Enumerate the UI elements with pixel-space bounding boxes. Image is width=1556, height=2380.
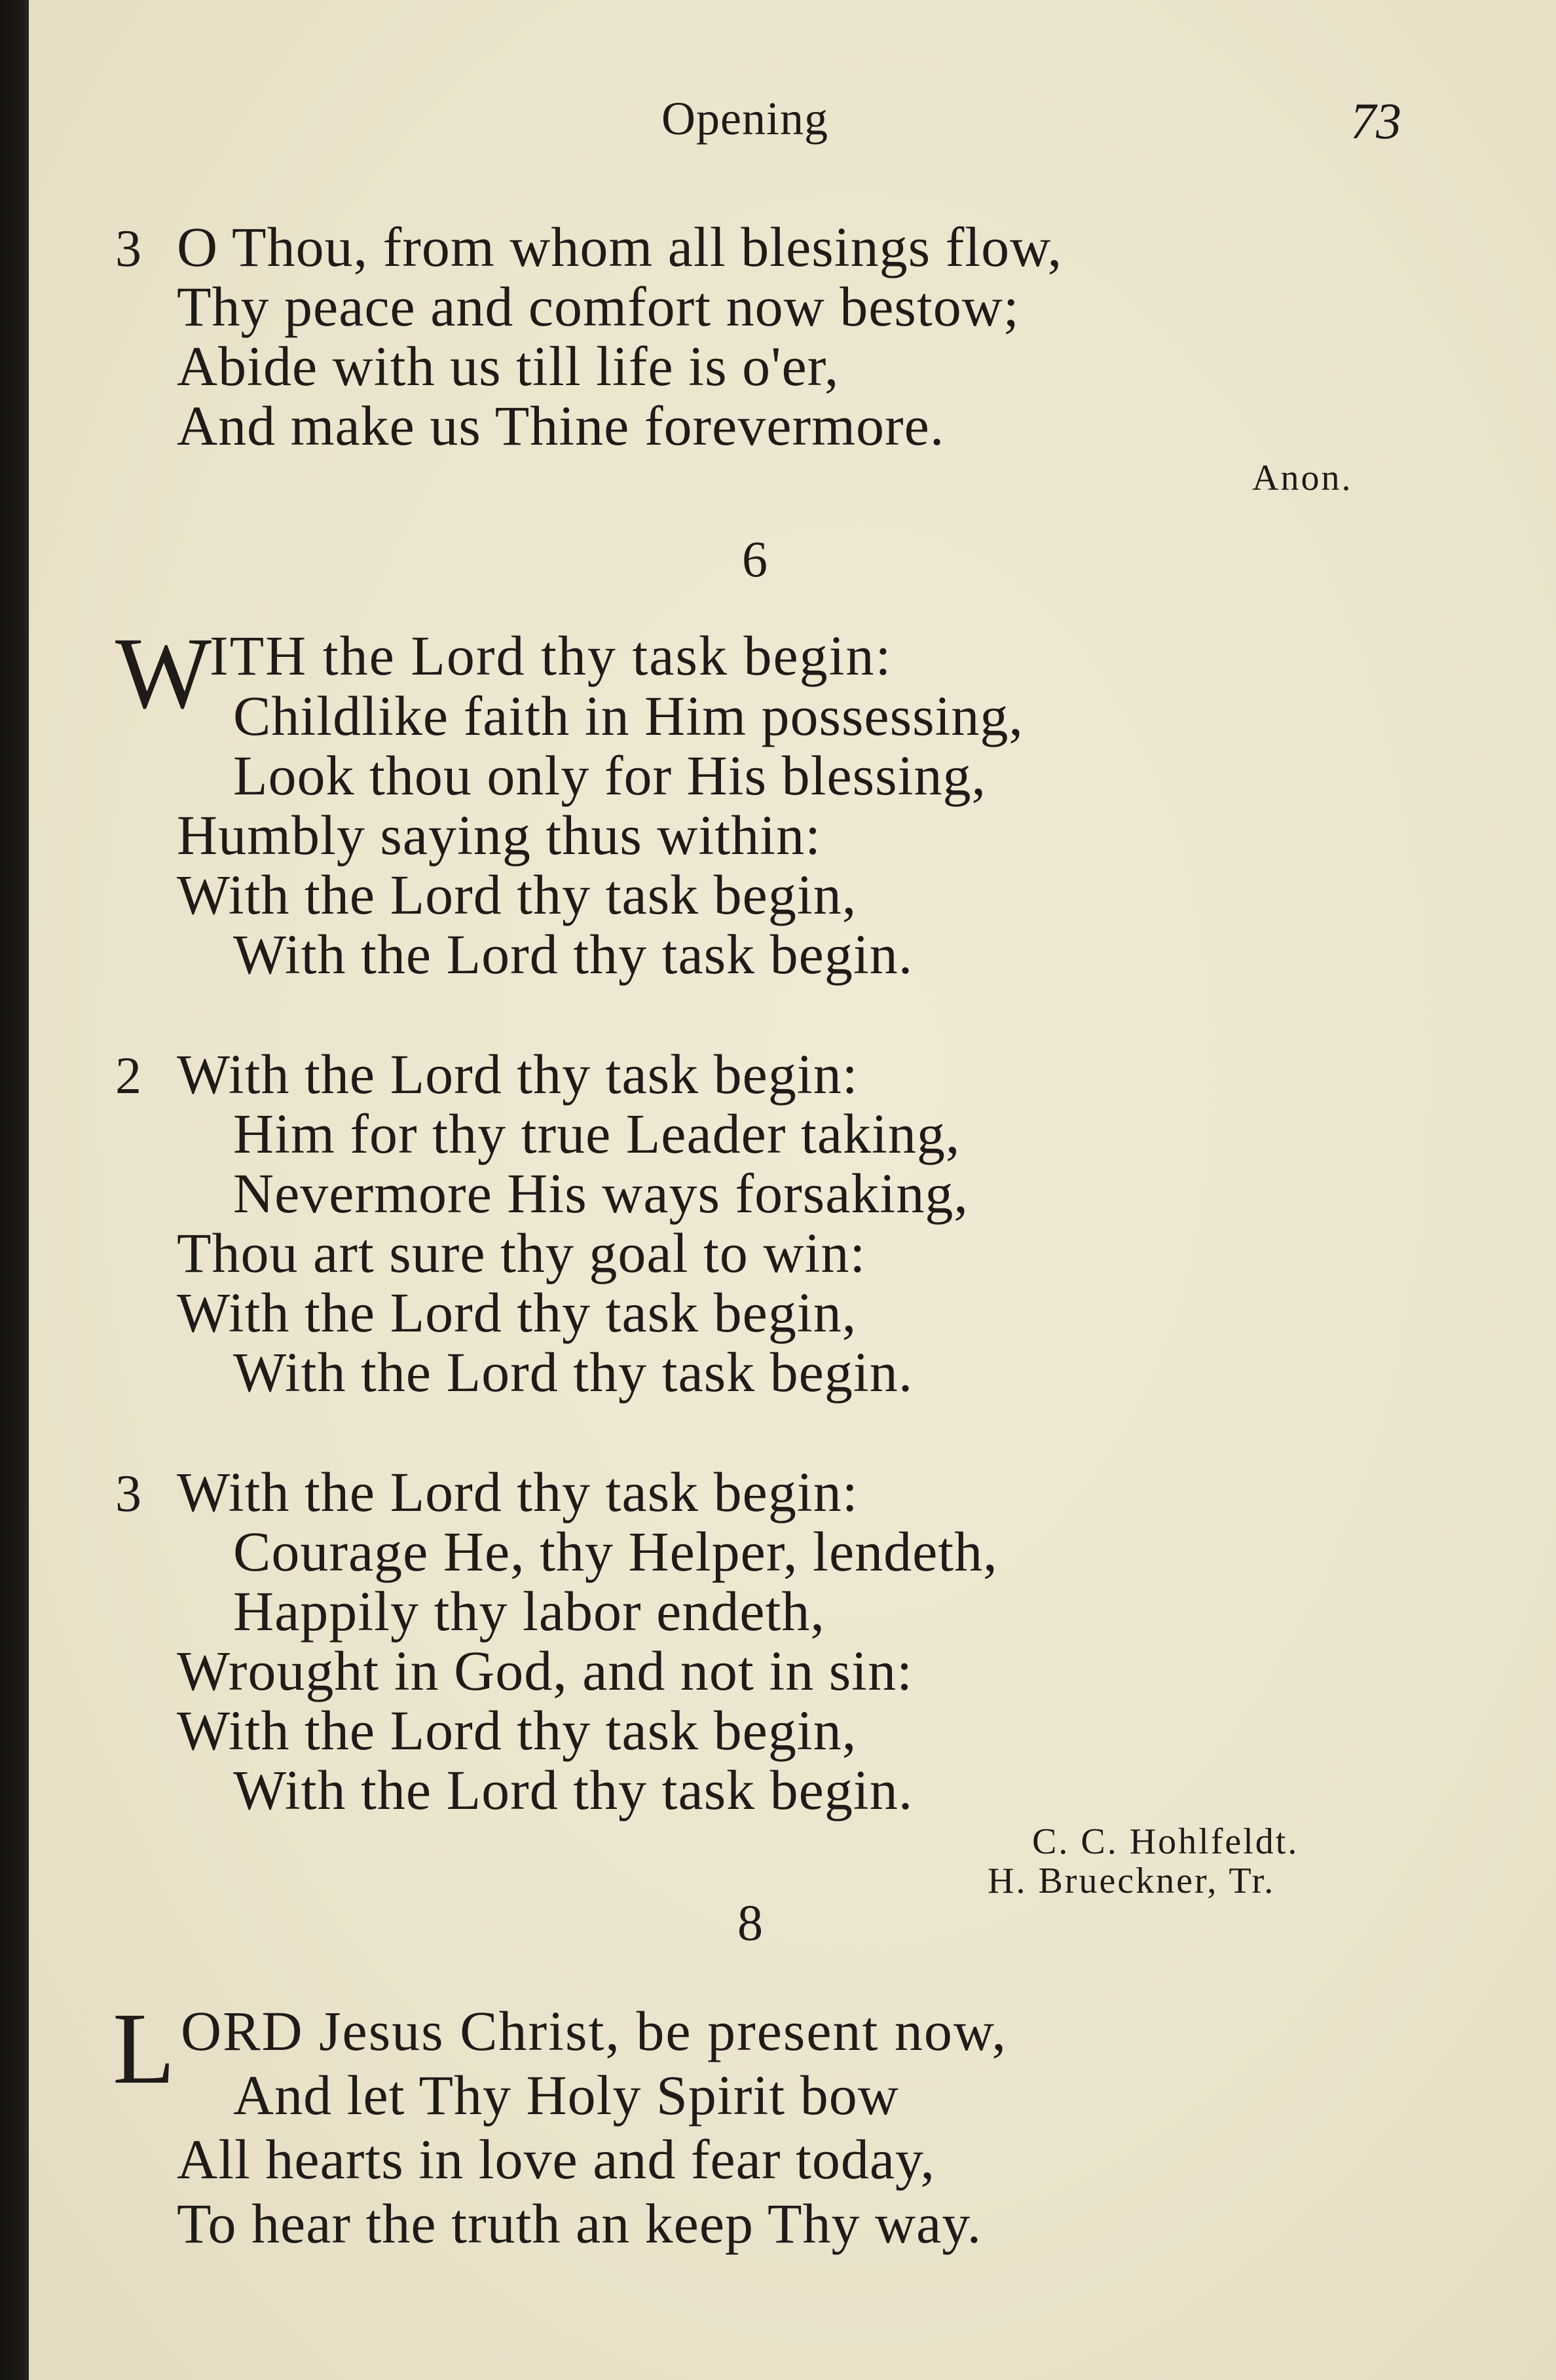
verse-line: Abide with us till life is o'er, [177, 335, 840, 398]
binding-edge [0, 0, 29, 2380]
verse-line: ORD Jesus Christ, be present now, [181, 1999, 1007, 2062]
stanza-number: 3 [115, 1465, 141, 1523]
verse-line: With the Lord thy task begin. [233, 1758, 914, 1821]
drop-cap: W [115, 616, 212, 730]
verse-line: With the Lord thy task begin, [177, 1281, 857, 1344]
verse-line: O Thou, from whom all blesings flow, [177, 215, 1063, 278]
verse-line: Childlike faith in Him possessing, [233, 684, 1024, 747]
verse-line: With the Lord thy task begin: [177, 1460, 859, 1523]
verse-line: Look thou only for His blessing, [233, 744, 986, 807]
verse-line: ITH the Lord thy task begin: [210, 624, 893, 687]
verse-line: With the Lord thy task begin. [233, 1341, 914, 1404]
hymn-number: 6 [742, 530, 768, 587]
verse-line: To hear the truth an keep Thy way. [177, 2192, 982, 2255]
verse-line: With the Lord thy task begin. [233, 923, 914, 986]
verse-line: With the Lord thy task begin, [177, 863, 857, 926]
verse-line: With the Lord thy task begin, [177, 1699, 857, 1762]
author-credit: Anon. [1252, 458, 1353, 498]
verse-line: Humbly saying thus within: [177, 804, 821, 866]
verse-line: Him for thy true Leader taking, [233, 1102, 961, 1165]
translator-credit: H. Brueckner, Tr. [988, 1861, 1276, 1901]
page-number: 73 [1350, 92, 1401, 149]
running-head: Opening [661, 92, 828, 145]
verse-line: With the Lord thy task begin: [177, 1043, 859, 1106]
author-credit: C. C. Hohlfeldt. [1032, 1821, 1299, 1862]
verse-line: Nevermore His ways forsaking, [233, 1162, 969, 1225]
verse-line: Wrought in God, and not in sin: [177, 1639, 913, 1702]
verse-line: Thy peace and comfort now bestow; [177, 275, 1020, 338]
verse-line: Courage He, thy Helper, lendeth, [233, 1520, 998, 1583]
stanza-number: 3 [115, 220, 141, 278]
verse-line: Thou art sure thy goal to win: [177, 1221, 866, 1284]
verse-line: And let Thy Holy Spirit bow [233, 2064, 899, 2127]
verse-line: Happily thy labor endeth, [233, 1580, 825, 1643]
verse-line: And make us Thine forevermore. [177, 394, 945, 457]
stanza-number: 2 [115, 1047, 141, 1105]
hymn-number: 8 [737, 1894, 763, 1951]
verse-line: All hearts in love and fear today, [177, 2128, 935, 2191]
drop-cap: L [113, 1992, 176, 2105]
